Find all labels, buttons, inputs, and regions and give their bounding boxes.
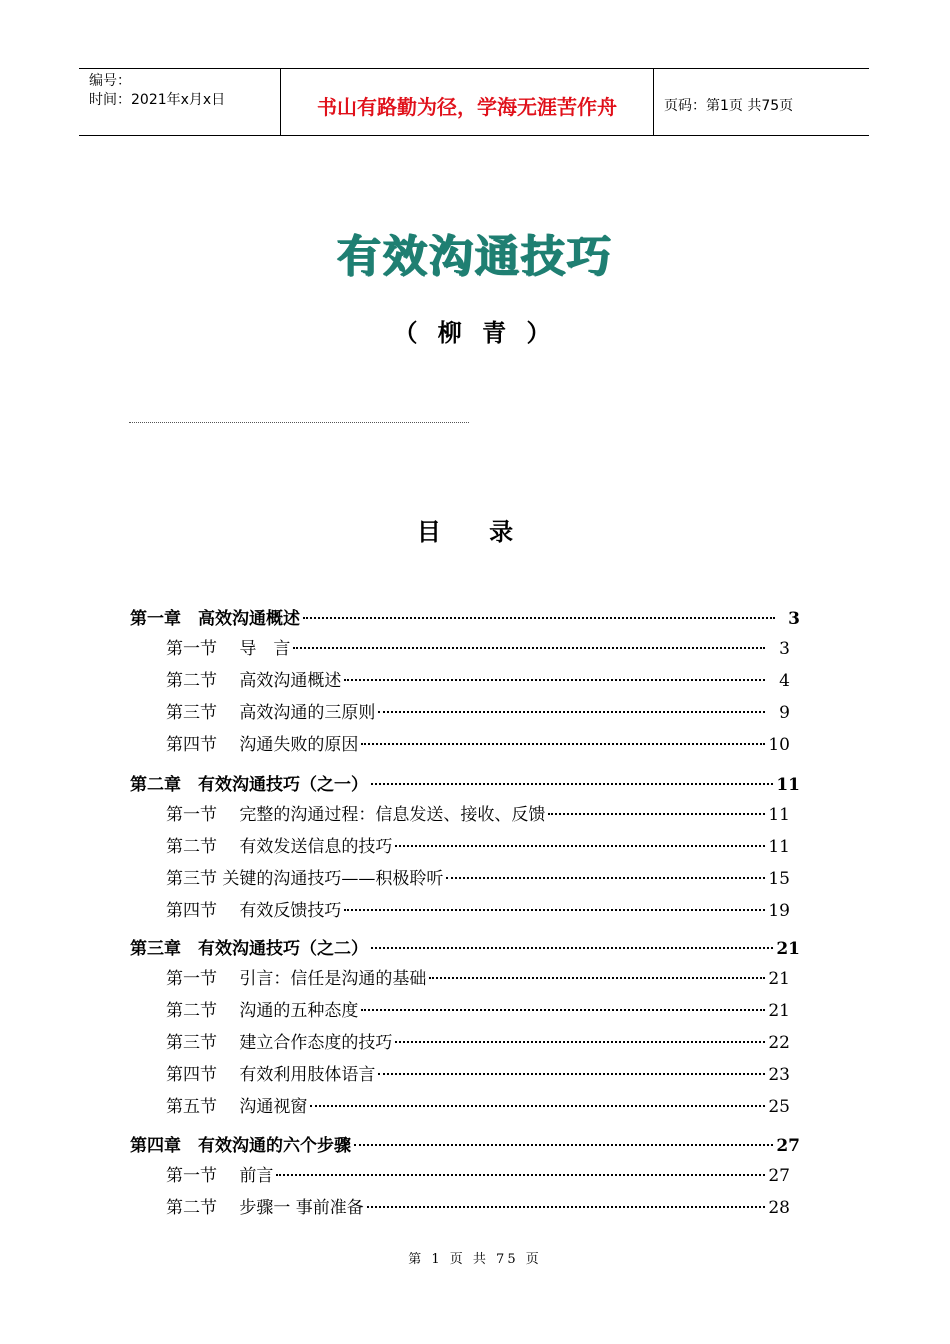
toc-entry-page: 3: [788, 609, 800, 629]
toc-leader-dots: [395, 1041, 765, 1043]
toc-entry-page: 21: [768, 1001, 790, 1021]
toc-entry-label: 第一章 高效沟通概述: [130, 609, 300, 629]
toc-section-entry[interactable]: [166, 964, 790, 988]
toc-entry-label: 第三章 有效沟通技巧（之二）: [130, 939, 368, 959]
toc-entry-label: 第三节 建立合作态度的技巧: [166, 1033, 393, 1053]
toc-section-entry[interactable]: [166, 1193, 790, 1217]
toc-entry-page: 23: [768, 1065, 790, 1085]
toc-entry-page: 21: [768, 969, 790, 989]
toc-entry-page: 11: [776, 775, 800, 795]
toc-entry-page: 9: [779, 703, 790, 723]
dotted-divider: [129, 422, 469, 423]
toc-entry-page: 27: [768, 1166, 790, 1186]
toc-entry-page: 21: [776, 939, 800, 959]
header-time-label: 时间：2021年x月x日: [89, 92, 226, 108]
toc-section-entry[interactable]: [166, 698, 790, 722]
toc-section-entry[interactable]: [166, 800, 790, 824]
toc-entry-page: 28: [768, 1198, 790, 1218]
toc-entry-page: 11: [768, 805, 790, 825]
toc-leader-dots: [293, 647, 765, 649]
toc-entry-label: 第一节 导 言: [166, 639, 291, 659]
toc-entry-label: 第二节 沟通的五种态度: [166, 1001, 359, 1021]
toc-entry-label: 第四节 有效利用肢体语言: [166, 1065, 376, 1085]
toc-leader-dots: [354, 1144, 773, 1146]
toc-section-entry[interactable]: [166, 832, 790, 856]
toc-leader-dots: [371, 783, 773, 785]
toc-entry-label: 第四节 有效反馈技巧: [166, 901, 342, 921]
toc-chapter-entry[interactable]: [130, 934, 800, 958]
toc-entry-page: 22: [768, 1033, 790, 1053]
page-header: [79, 68, 869, 136]
toc-section-entry[interactable]: [166, 864, 790, 888]
toc-entry-label: 第一节 引言：信任是沟通的基础: [166, 969, 427, 989]
toc-entry-label: 第四节 沟通失败的原因: [166, 735, 359, 755]
toc-entry-page: 4: [779, 671, 790, 691]
toc-leader-dots: [378, 1073, 765, 1075]
toc-section-entry[interactable]: [166, 1161, 790, 1185]
toc-title: 目 录: [416, 517, 534, 546]
toc-entry-label: 第二节 有效发送信息的技巧: [166, 837, 393, 857]
toc-entry-label: 第四章 有效沟通的六个步骤: [130, 1136, 351, 1156]
toc-entry-label: 第二节 高效沟通概述: [166, 671, 342, 691]
toc-entry-label: 第二节 步骤一 事前准备: [166, 1198, 364, 1218]
toc-section-entry[interactable]: [166, 1060, 790, 1084]
toc-section-entry[interactable]: [166, 896, 790, 920]
toc-entry-label: 第五节 沟通视窗: [166, 1097, 308, 1117]
toc-leader-dots: [310, 1105, 765, 1107]
toc-section-entry[interactable]: [166, 996, 790, 1020]
toc-chapter-entry[interactable]: [130, 604, 800, 628]
toc-leader-dots: [446, 877, 765, 879]
toc-entry-page: 19: [768, 901, 790, 921]
toc-leader-dots: [361, 1009, 765, 1011]
toc-leader-dots: [429, 977, 765, 979]
toc-section-entry[interactable]: [166, 1028, 790, 1052]
document-author: （ 柳 青 ）: [393, 318, 557, 347]
toc-entry-page: 27: [776, 1136, 800, 1156]
toc-entry-label: 第三节 关键的沟通技巧——积极聆听: [166, 869, 444, 889]
toc-entry-page: 11: [768, 837, 790, 857]
toc-entry-page: 3: [779, 639, 790, 659]
toc-entry-page: 15: [768, 869, 790, 889]
toc-section-entry[interactable]: [166, 666, 790, 690]
toc-entry-label: 第三节 高效沟通的三原则: [166, 703, 376, 723]
toc-leader-dots: [367, 1206, 765, 1208]
toc-leader-dots: [344, 909, 765, 911]
header-meta: [79, 69, 281, 135]
toc-entry-label: 第二章 有效沟通技巧（之一）: [130, 775, 368, 795]
toc-entry-label: 第一节 完整的沟通过程：信息发送、接收、反馈: [166, 805, 546, 825]
toc-leader-dots: [548, 813, 765, 815]
toc-section-entry[interactable]: [166, 730, 790, 754]
toc-leader-dots: [276, 1174, 765, 1176]
toc-section-entry[interactable]: [166, 1092, 790, 1116]
toc-leader-dots: [303, 617, 775, 619]
header-number-label: 编号：: [89, 73, 131, 89]
toc-leader-dots: [371, 947, 773, 949]
toc-leader-dots: [395, 845, 765, 847]
toc-leader-dots: [361, 743, 765, 745]
document-title: 有效沟通技巧: [337, 231, 613, 282]
toc-chapter-entry[interactable]: [130, 770, 800, 794]
toc-leader-dots: [344, 679, 765, 681]
toc-section-entry[interactable]: [166, 634, 790, 658]
toc-entry-label: 第一节 前言: [166, 1166, 274, 1186]
toc-entry-page: 25: [768, 1097, 790, 1117]
page-footer: 第 1 页 共 75 页: [408, 1252, 542, 1267]
header-page-info: 页码：第1页 共75页: [664, 98, 794, 114]
toc-chapter-entry[interactable]: [130, 1131, 800, 1155]
toc-entry-page: 10: [768, 735, 790, 755]
toc-leader-dots: [378, 711, 765, 713]
header-motto: 书山有路勤为径，学海无涯苦作舟: [281, 69, 654, 135]
